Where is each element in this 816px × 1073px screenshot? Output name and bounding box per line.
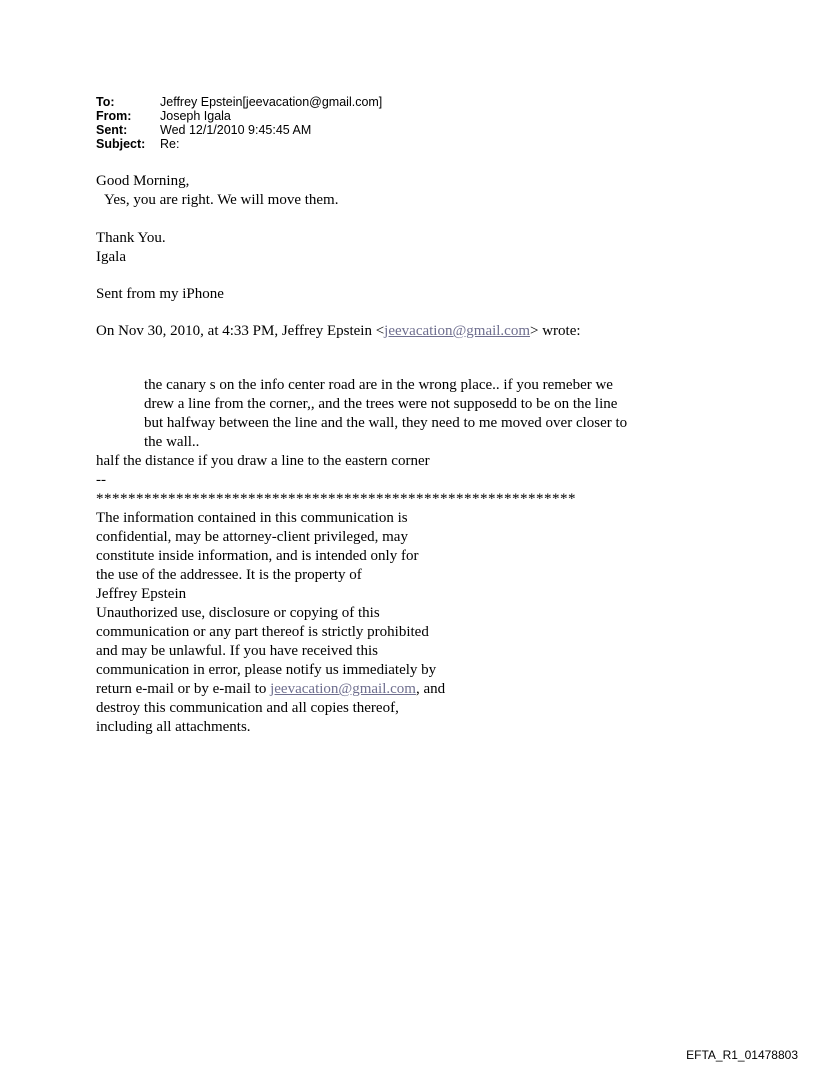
from-value: Joseph Igala bbox=[160, 109, 231, 123]
to-label: To: bbox=[96, 95, 115, 109]
disclaimer-line: The information contained in this communication is bbox=[96, 510, 408, 526]
greeting: Good Morning, bbox=[96, 173, 190, 189]
return-prefix: return e-mail or by e-mail to bbox=[96, 681, 271, 697]
subject-row bbox=[96, 137, 382, 151]
sent-from-line bbox=[96, 285, 224, 304]
quoted-line: but halfway between the line and the wall, they need to me moved over closer to bbox=[144, 415, 628, 431]
disclaimer-line: Jeffrey Epstein bbox=[96, 586, 187, 602]
quote-header-suffix: > wrote: bbox=[530, 323, 581, 339]
sent-value: Wed 12/1/2010 9:45:45 AM bbox=[160, 123, 312, 137]
signature: Igala bbox=[96, 249, 126, 265]
disclaimer-line: Unauthorized use, disclosure or copying of this bbox=[96, 605, 380, 621]
quoted-line: the canary s on the info center road are in the wrong place.. if you remeber we bbox=[144, 377, 613, 393]
from-label: From: bbox=[96, 109, 132, 123]
disclaimer-return-line bbox=[96, 680, 445, 699]
document-id: EFTA_R1_01478803 bbox=[686, 1048, 798, 1062]
quote-header-prefix: On Nov 30, 2010, at 4:33 PM, Jeffrey Epstein < bbox=[96, 323, 385, 339]
disclaimer-line: constitute inside information, and is intended only for bbox=[96, 548, 419, 564]
from-row bbox=[96, 109, 382, 123]
sent-row bbox=[96, 123, 382, 137]
to-value: Jeffrey Epstein[jeevacation@gmail.com] bbox=[160, 95, 383, 109]
reply-line: Yes, you are right. We will move them. bbox=[104, 192, 339, 208]
sent-from-text: Sent from my iPhone bbox=[96, 286, 224, 302]
reply-greeting-block bbox=[96, 172, 338, 210]
email-header bbox=[96, 95, 382, 151]
disclaimer-line: communication in error, please notify us immediately by bbox=[96, 662, 437, 678]
disclaimer-line: and may be unlawful. If you have received this bbox=[96, 643, 378, 659]
to-row bbox=[96, 95, 382, 109]
disclaimer-email-link[interactable]: jeevacation@gmail.com bbox=[270, 681, 416, 697]
disclaimer-line: confidential, may be attorney-client privileged, may bbox=[96, 529, 408, 545]
signature-dashes: -- bbox=[96, 472, 106, 488]
return-suffix: , and bbox=[415, 681, 446, 697]
reply-signoff-block bbox=[96, 229, 166, 267]
quoted-line: drew a line from the corner,, and the trees were not supposedd to be on the line bbox=[144, 396, 618, 412]
disclaimer-line: the use of the addressee. It is the property of bbox=[96, 567, 362, 583]
separator-stars: ************************************************************ bbox=[96, 491, 576, 507]
sent-label: Sent: bbox=[96, 123, 128, 137]
disclaimer-line: communication or any part thereof is strictly prohibited bbox=[96, 624, 429, 640]
disclaimer-line: destroy this communication and all copies thereof, bbox=[96, 700, 399, 716]
quoted-after-line: half the distance if you draw a line to the eastern corner bbox=[96, 453, 430, 469]
quote-header-email-link[interactable]: jeevacation@gmail.com bbox=[384, 323, 531, 339]
disclaimer-line: including all attachments. bbox=[96, 719, 251, 735]
subject-label: Subject: bbox=[96, 137, 146, 151]
subject-value: Re: bbox=[160, 137, 180, 151]
disclaimer bbox=[96, 509, 445, 737]
quoted-line: the wall.. bbox=[144, 434, 200, 450]
thanks: Thank You. bbox=[96, 230, 166, 246]
quote-header bbox=[96, 322, 581, 341]
quoted-message bbox=[96, 376, 627, 509]
